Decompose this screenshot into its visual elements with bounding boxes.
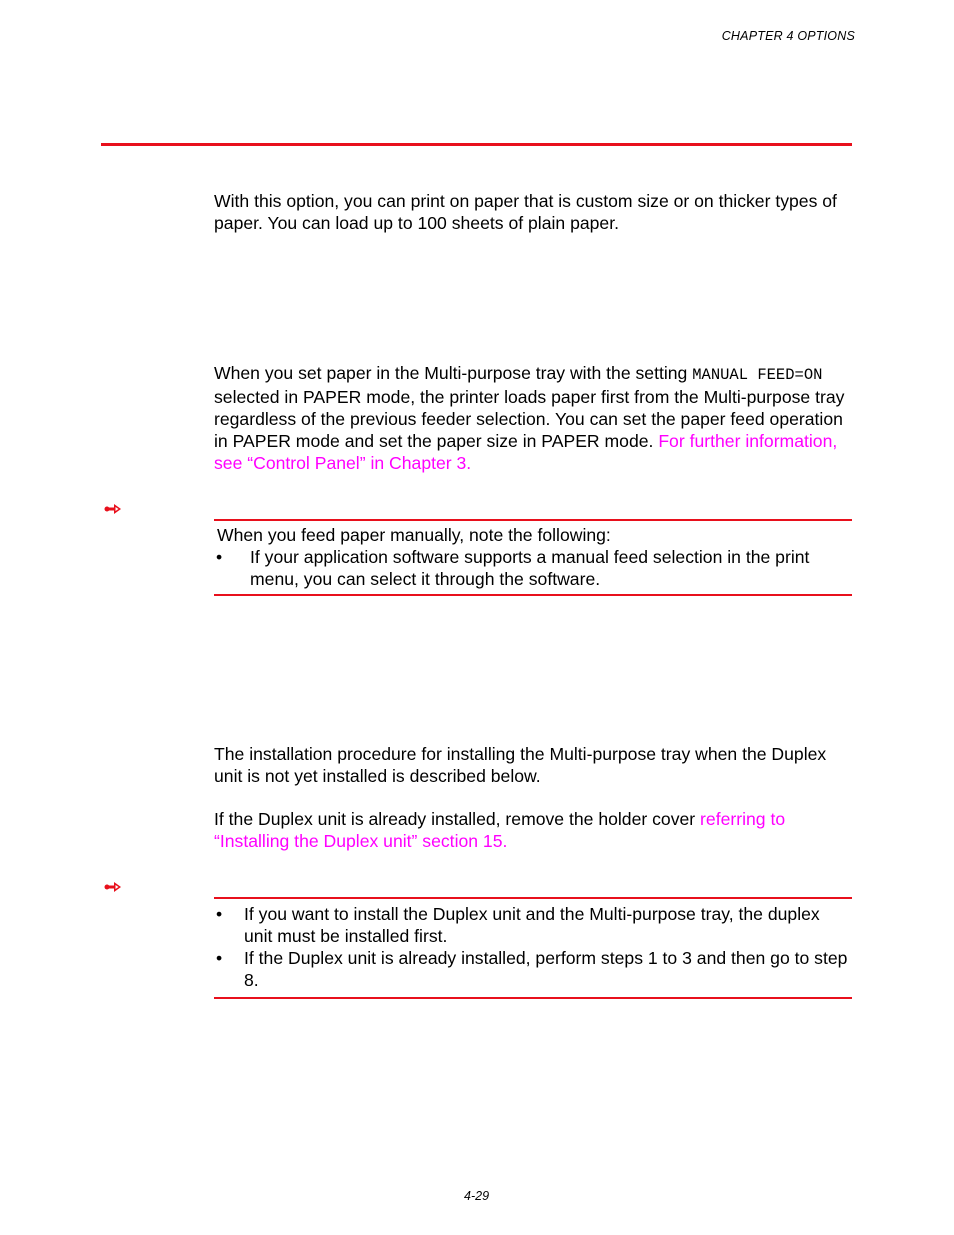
duplex-text-before: If the Duplex unit is already installed, remove the holder cover	[214, 809, 701, 829]
note-arrow-icon	[104, 881, 122, 893]
list-item	[214, 903, 852, 947]
note-list	[214, 903, 852, 991]
duplex-note	[214, 897, 852, 999]
bullet: •	[216, 547, 223, 567]
note-list	[214, 546, 852, 590]
running-header: CHAPTER 4 OPTIONS	[721, 29, 855, 43]
manual-feed-paragraph	[214, 362, 854, 474]
note-arrow-icon	[104, 503, 122, 515]
control-panel-link[interactable]: For further information, see “Control Panel” in Chapter 3.	[214, 431, 838, 473]
page-number: 4-29	[464, 1189, 490, 1203]
manual-feed-note	[214, 519, 852, 596]
installation-paragraph: The installation procedure for installing the Multi-purpose tray when the Duplex unit is not yet installed is described below.	[214, 744, 827, 786]
section-divider	[101, 143, 852, 146]
note-item-text: If the Duplex unit is already installed, perform steps 1 to 3 and then go to step 8.	[244, 948, 848, 990]
bullet: •	[216, 904, 223, 924]
list-item	[214, 947, 852, 991]
list-item	[214, 546, 852, 590]
duplex-section-link[interactable]: referring to “Installing the Duplex unit” section 15.	[214, 809, 786, 851]
intro-paragraph: With this option, you can print on paper that is custom size or on thicker types of paper. You can load up to 100 sheets of plain paper.	[214, 191, 837, 233]
duplex-paragraph	[214, 808, 844, 852]
note-item-text: If you want to install the Duplex unit and the Multi-purpose tray, the duplex unit must be installed first.	[244, 904, 820, 946]
manual-feed-text-before: When you set paper in the Multi-purpose tray with the setting	[214, 363, 693, 383]
manual-feed-setting-code: MANUAL FEED=ON	[692, 366, 823, 384]
note-item-text: If your application software supports a manual feed selection in the print menu, you can select it through the software.	[250, 547, 810, 589]
note-intro: When you feed paper manually, note the following:	[217, 525, 611, 545]
bullet: •	[216, 948, 223, 968]
manual-feed-text-after: selected in PAPER mode, the printer loads paper first from the Multi-purpose tray regardless of the previous feeder selection. You can set the paper feed operation in PAPER mode and set the paper size in PAPER mode.	[214, 387, 845, 451]
